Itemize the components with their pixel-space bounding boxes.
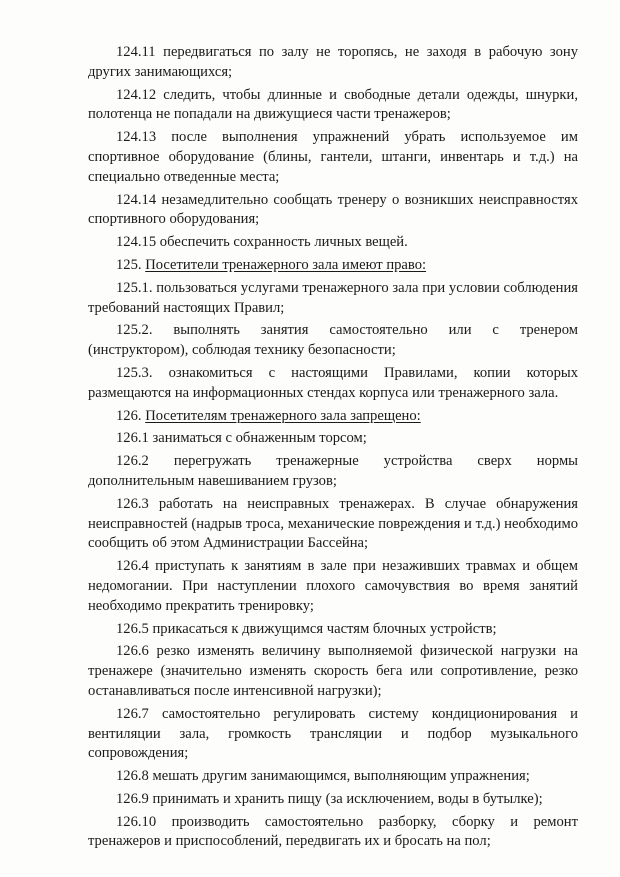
- rule-text: мешать другим занимающимся, выполняющим упражнения;: [152, 768, 530, 785]
- rule-item: [88, 43, 578, 83]
- rule-text: принимать и хранить пищу (за исключением, воды в бутылке);: [152, 790, 543, 807]
- rule-item: [88, 642, 578, 701]
- rule-number: 124.12: [116, 86, 157, 103]
- rule-text: прикасаться к движущимся частям блочных устройств;: [152, 620, 497, 637]
- rule-item: [88, 407, 578, 427]
- rule-item: [88, 429, 578, 449]
- rule-number: 124.13: [116, 129, 157, 146]
- rule-text: перегружать тренажерные устройства сверх нормы дополнительным навешиванием грузов;: [88, 453, 578, 489]
- rule-number: 124.11: [116, 44, 156, 60]
- rule-number: 124.14: [116, 191, 157, 208]
- rule-item: [88, 86, 578, 126]
- rule-number: 124.15: [116, 234, 157, 251]
- rule-item: [88, 495, 578, 554]
- rule-item: [88, 233, 578, 253]
- rule-number: 126.: [116, 407, 142, 424]
- rule-item: [88, 620, 578, 640]
- rule-text: пользоваться услугами тренажерного зала при условии соблюдения требований настоящих Правил;: [88, 279, 578, 316]
- section-heading: Посетители тренажерного зала имеют право:: [145, 256, 427, 273]
- rule-item: [88, 256, 578, 276]
- rule-number: 126.4: [116, 558, 149, 575]
- rule-number: 126.10: [116, 813, 157, 830]
- rule-text: выполнять занятия самостоятельно или с тренером (инструктором), соблюдая технику безопасности;: [88, 322, 578, 359]
- rule-item: [88, 790, 578, 810]
- rule-item: [88, 364, 578, 404]
- rule-number: 126.1: [116, 430, 149, 447]
- rule-number: 125.1.: [116, 279, 153, 296]
- rule-text: передвигаться по залу не торопясь, не заходя в рабочую зону других занимающихся;: [88, 44, 578, 80]
- rule-item: [88, 705, 578, 764]
- rule-text: самостоятельно регулировать систему кондиционирования и вентиляции зала, громкость трансляции и подбор музыкального сопровождения;: [88, 705, 578, 762]
- rule-text: обеспечить сохранность личных вещей.: [159, 234, 408, 251]
- rule-number: 126.2: [116, 453, 149, 470]
- rule-number: 126.5: [116, 620, 149, 637]
- rule-number: 125.3.: [116, 364, 153, 381]
- rule-text: производить самостоятельно разборку, сборку и ремонт тренажеров и приспособлений, передвигать их и бросать на пол;: [88, 813, 578, 850]
- rule-text: работать на неисправных тренажерах. В случае обнаружения неисправностей (надрыв троса, механические повреждения и т.д.) необходимо сообщить об этом Администрации Бассейна;: [88, 495, 578, 552]
- rule-number: 125.: [116, 256, 142, 273]
- rule-item: [88, 321, 578, 361]
- rule-number: 125.2.: [116, 322, 153, 339]
- rule-number: 126.9: [116, 790, 149, 807]
- rule-item: [88, 279, 578, 319]
- rule-number: 126.6: [116, 643, 149, 660]
- rule-item: [88, 767, 578, 787]
- rule-item: [88, 128, 578, 187]
- rule-text: заниматься с обнаженным торсом;: [152, 430, 367, 447]
- paragraph-gap: [88, 852, 578, 855]
- rule-text: ознакомиться с настоящими Правилами, копии которых размещаются на информационных стендах корпуса или тренажерного зала.: [88, 364, 579, 401]
- section-heading: Посетителям тренажерного зала запрещено:: [145, 407, 421, 424]
- rule-text: резко изменять величину выполняемой физической нагрузки на тренажере (значительно изменять скорость бега или сопротивление, резко останавливаться после интенсивной нагрузки);: [88, 643, 578, 699]
- rule-text: следить, чтобы длинные и свободные детали одежды, шнурки, полотенца не попадали на движущиеся части тренажеров;: [88, 86, 578, 123]
- rule-text: после выполнения упражнений убрать используемое им спортивное оборудование (блины, гантели, штанги, инвентарь и т.д.) на специально отведенные места;: [88, 129, 578, 185]
- rule-text: приступать к занятиям в зале при незаживших травмах и общем недомогании. При наступлении плохого самочувствия во время занятий необходимо прекратить тренировку;: [88, 558, 578, 614]
- rule-item: [88, 557, 578, 616]
- rules-list: [88, 43, 578, 855]
- rule-item: [88, 813, 578, 853]
- rule-text: незамедлительно сообщать тренеру о возникших неисправностях спортивного оборудования;: [88, 191, 578, 228]
- rule-number: 126.8: [116, 768, 149, 785]
- rule-number: 126.7: [116, 705, 149, 722]
- rule-item: [88, 452, 578, 492]
- rule-number: 126.3: [116, 495, 149, 512]
- rule-item: [88, 191, 578, 231]
